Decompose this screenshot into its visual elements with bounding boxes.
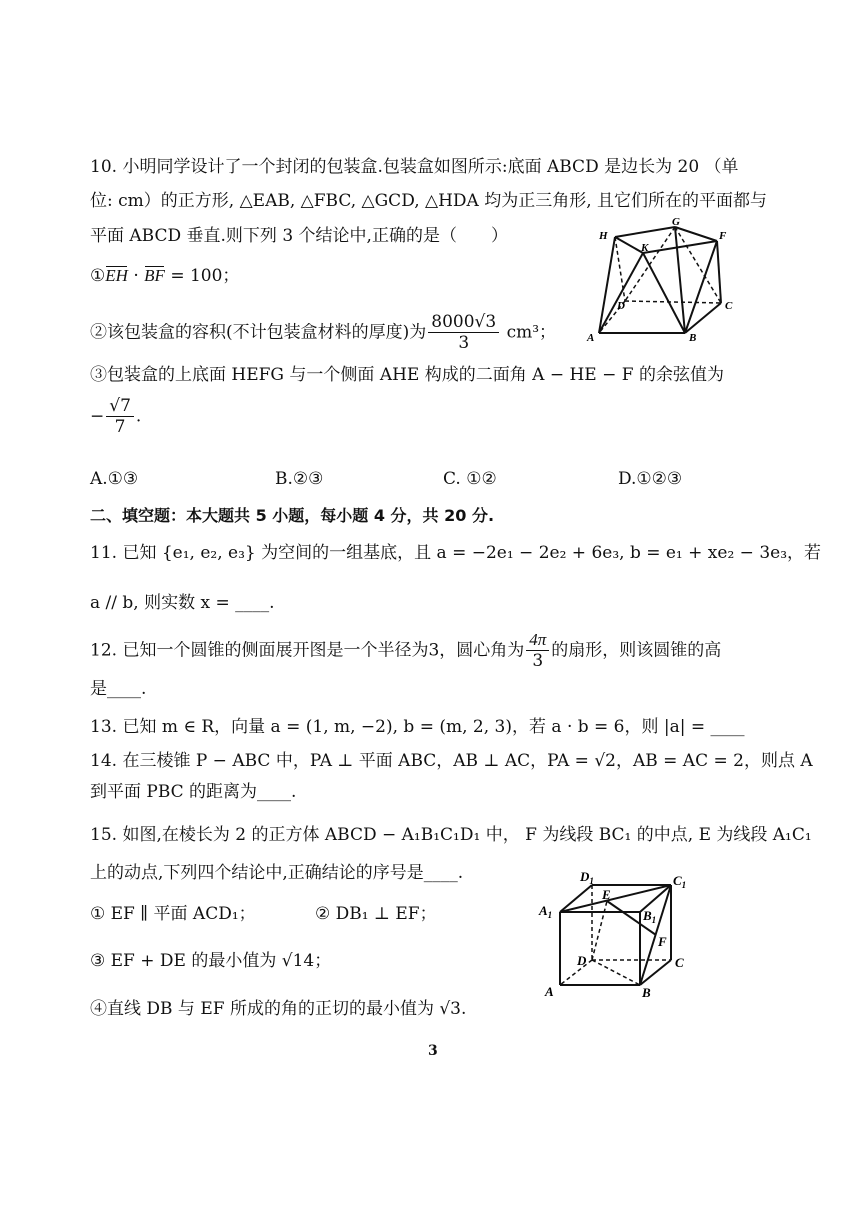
page-number: 3 [428,1043,438,1059]
label-B1: $B_1$ [643,908,657,925]
label-B: B [642,985,651,1000]
label-G: G [672,216,680,228]
q10-statement-3: ③包装盒的上底面 HEFG 与一个侧面 AHE 构成的二面角 A − HE − F 的余弦值为 [90,365,724,385]
label-H: H [599,230,608,242]
q10-option-c: C. ①② [443,469,497,489]
label-A1: $A_1$ [539,903,553,920]
q15-line2: 上的动点,下列四个结论中,正确结论的序号是____. [90,863,464,883]
label-B: B [689,332,697,344]
q10-option-a: A.①③ [90,469,139,489]
label-E: E [602,887,611,902]
q10-line2: 位: cm）的正方形, △EAB, △FBC, △GCD, △HDA 均为正三角形, 且它们所在的平面都与 [90,191,768,211]
label-K: K [641,242,649,254]
q15-line1: 15. 如图,在棱长为 2 的正方体 ABCD − A₁B₁C₁D₁ 中， F 为线段 BC₁ 的中点, E 为线段 A₁C₁ [90,825,812,845]
label-A: A [587,332,595,344]
section-2-heading: 二、填空题：本大题共 5 小题，每小题 4 分，共 20 分. [90,506,495,525]
q15-statement-2: ② DB₁ ⊥ EF； [315,904,437,924]
q11-line2: a // b, 则实数 x = ____. [90,593,275,613]
q14-line1: 14. 在三棱锥 P − ABC 中，PA ⊥ 平面 ABC，AB ⊥ AC，PA = √2，AB = AC = 2，则点 A [90,751,813,771]
q10-box-figure [585,215,745,345]
label-A: A [545,984,554,999]
q15-statement-1: ① EF ∥ 平面 ACD₁； [90,904,256,924]
label-D: D [617,300,625,312]
q10-statement-2: ②该包装盒的容积(不计包装盒材料的厚度)为 $\frac{8000√3}{3}$ cm³； [90,312,557,353]
label-D: D [577,953,587,968]
label-F: F [658,934,667,949]
q10-line3: 平面 ABCD 垂直.则下列 3 个结论中,正确的是（ ） [90,226,508,246]
label-C1: $C_1$ [673,873,687,890]
q12-line1: 12. 已知一个圆锥的侧面展开图是一个半径为3，圆心角为 $\frac{4\pi}{3}$ 的扇形，则该圆锥的高 [90,630,722,671]
q15-statement-4: ④直线 DB 与 EF 所成的角的正切的最小值为 √3. [90,999,467,1019]
q14-line2: 到平面 PBC 的距离为____. [90,782,297,802]
q11-line1: 11. 已知 {e₁, e₂, e₃} 为空间的一组基底，且 a = −2e₁ − 2e₂ + 6e₃, b = e₁ + xe₂ − 3e₃，若 [90,543,822,563]
q15-cube-figure [535,865,710,1005]
label-C: C [675,955,684,970]
label-D1: $D_1$ [580,869,594,886]
q10-statement-3-value: − $\frac{√7}{7}$ . [90,396,142,437]
q15-statement-3: ③ EF + DE 的最小值为 √14； [90,951,332,971]
q13-line: 13. 已知 m ∈ R，向量 a = (1, m, −2), b = (m, 2, 3)，若 a · b = 6，则 |a| = ____ [90,717,745,737]
q10-line1: 10. 小明同学设计了一个封闭的包装盒.包装盒如图所示:底面 ABCD 是边长为 20 （单 [90,157,739,177]
q10-option-d: D.①②③ [618,469,683,489]
q12-line2: 是____. [90,679,147,699]
label-C: C [725,300,733,312]
q10-statement-1: ①EH · BF = 100； [90,266,240,286]
label-F: F [719,230,727,242]
q10-option-b: B.②③ [275,469,324,489]
